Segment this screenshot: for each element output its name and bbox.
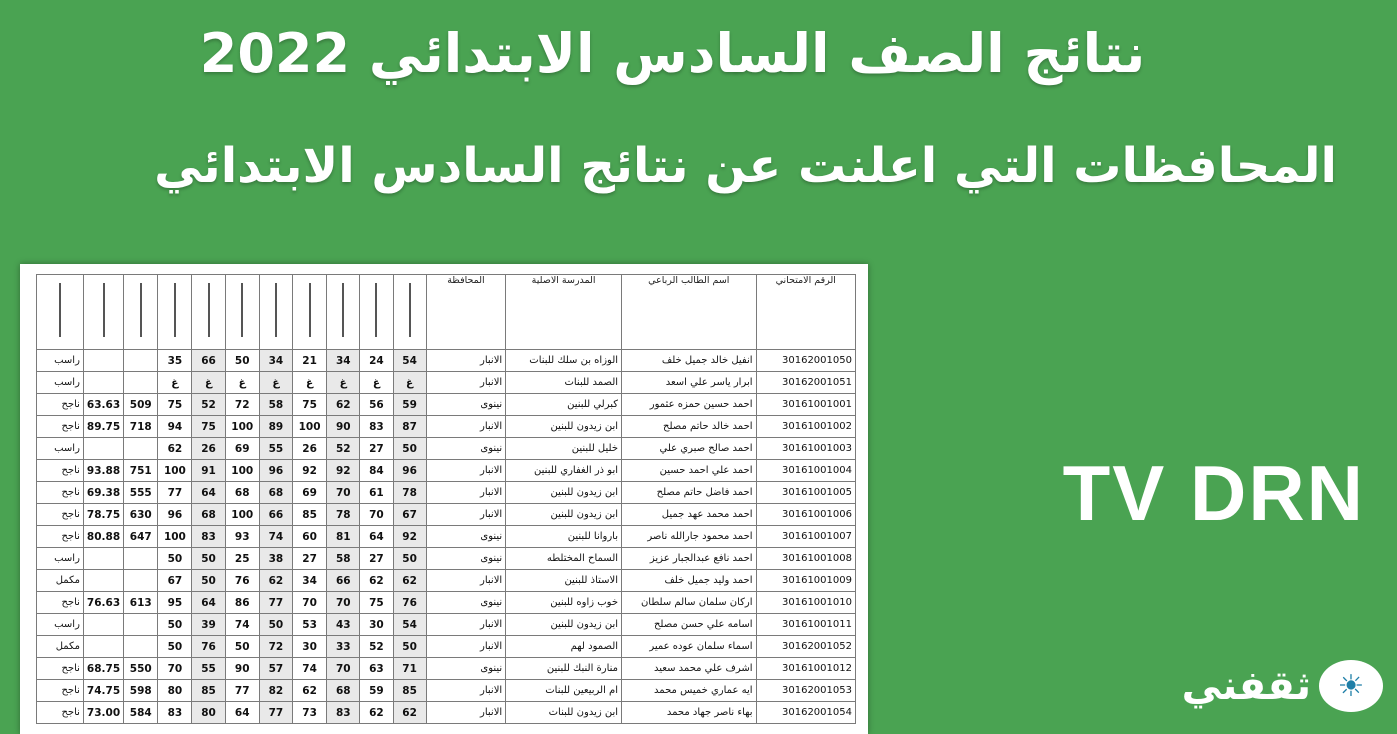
header-subject-6	[225, 275, 259, 350]
cell-school: ام الربيعين للبنات	[506, 680, 622, 702]
cell-average: 74.75	[83, 680, 123, 702]
table-row	[37, 504, 856, 526]
cell-subject-4: 62	[293, 680, 327, 702]
cell-exam-number: 30161001006	[756, 504, 855, 526]
cell-subject-8: 50	[158, 614, 192, 636]
cell-subject-2: 52	[360, 636, 393, 658]
cell-governorate: الانبار	[426, 504, 506, 526]
cell-subject-7: 52	[192, 394, 225, 416]
cell-subject-2: 63	[360, 658, 393, 680]
cell-subject-1: 78	[393, 482, 426, 504]
cell-student-name: احمد علي احمد حسين	[622, 460, 757, 482]
cell-school: باروانا للبنين	[506, 526, 622, 548]
cell-subject-4: 34	[293, 570, 327, 592]
cell-subject-3: 81	[327, 526, 360, 548]
cell-subject-6: 64	[225, 702, 259, 724]
cell-subject-5: 66	[259, 504, 292, 526]
cell-school: كبرلي للبنين	[506, 394, 622, 416]
cell-subject-5: 58	[259, 394, 292, 416]
cell-total: 598	[124, 680, 158, 702]
table-row	[37, 416, 856, 438]
cell-exam-number: 30161001001	[756, 394, 855, 416]
table-row	[37, 570, 856, 592]
cell-subject-2: 70	[360, 504, 393, 526]
header-subject-3	[327, 275, 360, 350]
cell-result: ناجح	[37, 504, 84, 526]
cell-subject-1: 54	[393, 350, 426, 372]
cell-subject-7: 83	[192, 526, 225, 548]
cell-subject-8: 80	[158, 680, 192, 702]
cell-subject-8: 50	[158, 548, 192, 570]
cell-subject-5: 77	[259, 702, 292, 724]
cell-subject-7: 50	[192, 570, 225, 592]
cell-governorate: الانبار	[426, 702, 506, 724]
cell-school: ابن زيدون للبنين	[506, 504, 622, 526]
cell-total	[124, 350, 158, 372]
cell-student-name: اسماء سلمان عوده عمير	[622, 636, 757, 658]
cell-student-name: احمد حسين حمزه عثمور	[622, 394, 757, 416]
header-average	[83, 275, 123, 350]
cell-student-name: انفيل خالد جميل خلف	[622, 350, 757, 372]
cell-subject-3: 92	[327, 460, 360, 482]
cell-subject-3: 43	[327, 614, 360, 636]
cell-subject-3: 33	[327, 636, 360, 658]
cell-average	[83, 614, 123, 636]
cell-governorate: الانبار	[426, 614, 506, 636]
results-document	[20, 264, 868, 734]
cell-subject-2: 84	[360, 460, 393, 482]
cell-result: ناجح	[37, 416, 84, 438]
cell-school: ابن زيدون للبنين	[506, 482, 622, 504]
cell-student-name: احمد خالد حاتم مصلح	[622, 416, 757, 438]
cell-exam-number: 30161001003	[756, 438, 855, 460]
cell-subject-1: 59	[393, 394, 426, 416]
cell-subject-2: 56	[360, 394, 393, 416]
cell-subject-6: 100	[225, 460, 259, 482]
cell-subject-5: 82	[259, 680, 292, 702]
header-school: المدرسة الاصلية	[506, 275, 622, 350]
header-governorate: المحافظة	[426, 275, 506, 350]
cell-subject-6: 69	[225, 438, 259, 460]
cell-subject-7: 75	[192, 416, 225, 438]
cell-average	[83, 636, 123, 658]
cell-governorate: الانبار	[426, 570, 506, 592]
cell-subject-8: 100	[158, 460, 192, 482]
cell-subject-6: 100	[225, 504, 259, 526]
cell-subject-5: 89	[259, 416, 292, 438]
cell-subject-8: 77	[158, 482, 192, 504]
cell-subject-8: 62	[158, 438, 192, 460]
cell-subject-5: 38	[259, 548, 292, 570]
cell-subject-1: 50	[393, 548, 426, 570]
cell-subject-3: 70	[327, 658, 360, 680]
cell-subject-7: 80	[192, 702, 225, 724]
cell-subject-7: 64	[192, 482, 225, 504]
cell-subject-7: 50	[192, 548, 225, 570]
cell-subject-5: 34	[259, 350, 292, 372]
cell-result: راسب	[37, 372, 84, 394]
cell-subject-4: غ	[293, 372, 327, 394]
table-body	[37, 350, 856, 724]
cell-subject-8: 95	[158, 592, 192, 614]
cell-student-name: احمد محمود جارالله ناصر	[622, 526, 757, 548]
cell-governorate: الانبار	[426, 372, 506, 394]
cell-result: ناجح	[37, 658, 84, 680]
cell-result: ناجح	[37, 592, 84, 614]
cell-total: 630	[124, 504, 158, 526]
cell-subject-4: 69	[293, 482, 327, 504]
cell-subject-8: 35	[158, 350, 192, 372]
cell-subject-4: 27	[293, 548, 327, 570]
cell-subject-7: 68	[192, 504, 225, 526]
cell-average: 78.75	[83, 504, 123, 526]
cell-school: ابن زيدون للبنين	[506, 416, 622, 438]
cell-subject-6: 86	[225, 592, 259, 614]
cell-subject-3: 70	[327, 482, 360, 504]
cell-exam-number: 30162001054	[756, 702, 855, 724]
cell-total: 613	[124, 592, 158, 614]
cell-subject-2: 83	[360, 416, 393, 438]
cell-governorate: الانبار	[426, 680, 506, 702]
page-title: نتائج الصف السادس الابتدائي 2022	[199, 22, 1146, 85]
cell-subject-1: 85	[393, 680, 426, 702]
cell-subject-6: 68	[225, 482, 259, 504]
cell-subject-3: غ	[327, 372, 360, 394]
cell-subject-5: 57	[259, 658, 292, 680]
cell-subject-4: 75	[293, 394, 327, 416]
cell-subject-7: 76	[192, 636, 225, 658]
table-row	[37, 372, 856, 394]
cell-average: 93.88	[83, 460, 123, 482]
cell-subject-5: 77	[259, 592, 292, 614]
cell-result: راسب	[37, 548, 84, 570]
cell-subject-7: 26	[192, 438, 225, 460]
table-row	[37, 680, 856, 702]
cell-school: منارة النبك للبنين	[506, 658, 622, 680]
cell-result: راسب	[37, 350, 84, 372]
cell-subject-5: 96	[259, 460, 292, 482]
cell-average: 89.75	[83, 416, 123, 438]
cell-total	[124, 372, 158, 394]
cell-subject-5: 72	[259, 636, 292, 658]
cell-subject-2: 30	[360, 614, 393, 636]
cell-total: 509	[124, 394, 158, 416]
cell-average	[83, 548, 123, 570]
cell-subject-7: 39	[192, 614, 225, 636]
table-row	[37, 636, 856, 658]
table-row	[37, 592, 856, 614]
cell-subject-6: 93	[225, 526, 259, 548]
cell-subject-8: 70	[158, 658, 192, 680]
table-row	[37, 482, 856, 504]
cell-subject-8: غ	[158, 372, 192, 394]
cell-subject-2: 64	[360, 526, 393, 548]
cell-total	[124, 570, 158, 592]
cell-subject-6: 25	[225, 548, 259, 570]
cell-subject-8: 50	[158, 636, 192, 658]
cell-result: ناجح	[37, 702, 84, 724]
cell-subject-6: 76	[225, 570, 259, 592]
cell-student-name: احمد نافع عبدالجبار عزيز	[622, 548, 757, 570]
table-row	[37, 614, 856, 636]
cell-school: ابن زيدون للبنات	[506, 702, 622, 724]
cell-subject-2: 27	[360, 438, 393, 460]
cell-result: ناجح	[37, 394, 84, 416]
table-row	[37, 394, 856, 416]
cell-subject-7: 85	[192, 680, 225, 702]
cell-school: السماح المختلطه	[506, 548, 622, 570]
cell-subject-2: 62	[360, 570, 393, 592]
cell-result: راسب	[37, 614, 84, 636]
cell-subject-3: 52	[327, 438, 360, 460]
cell-school: الوزاه بن سلك للبنات	[506, 350, 622, 372]
cell-subject-8: 100	[158, 526, 192, 548]
cell-subject-3: 78	[327, 504, 360, 526]
header-total	[124, 275, 158, 350]
cell-subject-5: 50	[259, 614, 292, 636]
cell-subject-1: 50	[393, 438, 426, 460]
cell-subject-3: 68	[327, 680, 360, 702]
cell-school: الاستاذ للبنين	[506, 570, 622, 592]
cell-subject-1: 96	[393, 460, 426, 482]
cell-subject-4: 100	[293, 416, 327, 438]
table-header-row	[37, 275, 856, 350]
cell-subject-6: 74	[225, 614, 259, 636]
cell-average	[83, 350, 123, 372]
cell-subject-4: 74	[293, 658, 327, 680]
table-row	[37, 438, 856, 460]
cell-governorate: الانبار	[426, 482, 506, 504]
table-row	[37, 526, 856, 548]
cell-total: 647	[124, 526, 158, 548]
cell-subject-4: 53	[293, 614, 327, 636]
cell-subject-3: 34	[327, 350, 360, 372]
cell-subject-5: 68	[259, 482, 292, 504]
cell-subject-7: 66	[192, 350, 225, 372]
cell-subject-4: 30	[293, 636, 327, 658]
cell-result: راسب	[37, 438, 84, 460]
cell-subject-8: 94	[158, 416, 192, 438]
cell-total: 751	[124, 460, 158, 482]
cell-subject-1: 50	[393, 636, 426, 658]
cell-subject-2: 75	[360, 592, 393, 614]
cell-subject-2: 61	[360, 482, 393, 504]
cell-subject-7: غ	[192, 372, 225, 394]
cell-subject-8: 96	[158, 504, 192, 526]
cell-subject-1: 62	[393, 702, 426, 724]
cell-governorate: الانبار	[426, 416, 506, 438]
cell-governorate: الانبار	[426, 460, 506, 482]
cell-subject-1: 54	[393, 614, 426, 636]
cell-exam-number: 30162001052	[756, 636, 855, 658]
header-result	[37, 275, 84, 350]
cell-student-name: اركان سلمان سالم سلطان	[622, 592, 757, 614]
cell-subject-6: 50	[225, 350, 259, 372]
cell-exam-number: 30161001002	[756, 416, 855, 438]
cell-student-name: احمد صالح صبري علي	[622, 438, 757, 460]
cell-total: 550	[124, 658, 158, 680]
cell-school: خوب زاوه للبنين	[506, 592, 622, 614]
cell-governorate: نينوى	[426, 394, 506, 416]
brand-watermark: TV DRN	[1062, 449, 1365, 537]
cell-average: 76.63	[83, 592, 123, 614]
cell-total	[124, 548, 158, 570]
cell-exam-number: 30161001004	[756, 460, 855, 482]
cell-subject-2: 24	[360, 350, 393, 372]
cell-subject-4: 21	[293, 350, 327, 372]
cell-average: 68.75	[83, 658, 123, 680]
cell-subject-3: 66	[327, 570, 360, 592]
results-table	[36, 274, 856, 724]
cell-subject-4: 70	[293, 592, 327, 614]
lightbulb-icon: ☀	[1319, 660, 1383, 712]
cell-subject-7: 64	[192, 592, 225, 614]
cell-total: 584	[124, 702, 158, 724]
cell-exam-number: 30162001051	[756, 372, 855, 394]
cell-subject-4: 92	[293, 460, 327, 482]
cell-average: 73.00	[83, 702, 123, 724]
cell-student-name: ابرار ياسر علي اسعد	[622, 372, 757, 394]
page-subtitle: المحافظات التي اعلنت عن نتائج السادس الابتدائي	[154, 138, 1337, 194]
cell-student-name: احمد محمد عهد جميل	[622, 504, 757, 526]
header-subject-5	[259, 275, 292, 350]
cell-subject-2: غ	[360, 372, 393, 394]
cell-subject-6: غ	[225, 372, 259, 394]
cell-average: 80.88	[83, 526, 123, 548]
cell-student-name: احمد وليد جميل خلف	[622, 570, 757, 592]
cell-subject-1: 87	[393, 416, 426, 438]
logo-text: ثقفني	[1181, 663, 1311, 709]
cell-exam-number: 30161001008	[756, 548, 855, 570]
cell-subject-6: 77	[225, 680, 259, 702]
cell-subject-5: 74	[259, 526, 292, 548]
cell-exam-number: 30161001007	[756, 526, 855, 548]
cell-subject-1: 76	[393, 592, 426, 614]
cell-school: خليل للبنين	[506, 438, 622, 460]
cell-subject-7: 55	[192, 658, 225, 680]
cell-school: ابن زيدون للبنين	[506, 614, 622, 636]
cell-student-name: احمد فاضل حاتم مصلح	[622, 482, 757, 504]
cell-average	[83, 438, 123, 460]
cell-subject-1: 71	[393, 658, 426, 680]
cell-subject-1: 92	[393, 526, 426, 548]
cell-result: ناجح	[37, 680, 84, 702]
cell-subject-1: 67	[393, 504, 426, 526]
cell-average	[83, 372, 123, 394]
header-subject-4	[293, 275, 327, 350]
cell-subject-4: 85	[293, 504, 327, 526]
cell-governorate: نينوى	[426, 592, 506, 614]
cell-subject-3: 58	[327, 548, 360, 570]
table-row	[37, 702, 856, 724]
cell-exam-number: 30161001005	[756, 482, 855, 504]
cell-result: مكمل	[37, 570, 84, 592]
cell-governorate: نينوى	[426, 548, 506, 570]
cell-subject-2: 59	[360, 680, 393, 702]
cell-result: مكمل	[37, 636, 84, 658]
cell-total: 718	[124, 416, 158, 438]
cell-subject-6: 100	[225, 416, 259, 438]
cell-average: 69.38	[83, 482, 123, 504]
cell-subject-8: 83	[158, 702, 192, 724]
cell-result: ناجح	[37, 482, 84, 504]
cell-subject-6: 72	[225, 394, 259, 416]
cell-exam-number: 30161001012	[756, 658, 855, 680]
cell-student-name: اشرف علي محمد سعيد	[622, 658, 757, 680]
cell-governorate: نينوى	[426, 658, 506, 680]
cell-subject-4: 26	[293, 438, 327, 460]
cell-exam-number: 30162001050	[756, 350, 855, 372]
cell-total	[124, 636, 158, 658]
cell-governorate: نينوى	[426, 438, 506, 460]
cell-subject-2: 27	[360, 548, 393, 570]
cell-subject-1: 62	[393, 570, 426, 592]
cell-exam-number: 30161001009	[756, 570, 855, 592]
cell-subject-5: 62	[259, 570, 292, 592]
cell-exam-number: 30162001053	[756, 680, 855, 702]
cell-school: ابو ذر الغفاري للبنين	[506, 460, 622, 482]
table-row	[37, 548, 856, 570]
cell-exam-number: 30161001011	[756, 614, 855, 636]
header-subject-8	[158, 275, 192, 350]
cell-governorate: الانبار	[426, 350, 506, 372]
cell-average	[83, 570, 123, 592]
header-subject-2	[360, 275, 393, 350]
cell-subject-2: 62	[360, 702, 393, 724]
cell-school: الصمود لهم	[506, 636, 622, 658]
cell-subject-3: 70	[327, 592, 360, 614]
cell-student-name: ايه عماري خميس محمد	[622, 680, 757, 702]
cell-average: 63.63	[83, 394, 123, 416]
cell-student-name: اسامه علي حسن مصلح	[622, 614, 757, 636]
cell-subject-3: 90	[327, 416, 360, 438]
header-subject-1	[393, 275, 426, 350]
cell-subject-6: 50	[225, 636, 259, 658]
table-row	[37, 460, 856, 482]
cell-subject-5: غ	[259, 372, 292, 394]
table-row	[37, 350, 856, 372]
cell-subject-3: 83	[327, 702, 360, 724]
cell-subject-8: 75	[158, 394, 192, 416]
cell-exam-number: 30161001010	[756, 592, 855, 614]
table-row	[37, 658, 856, 680]
header-exam-number: الرقم الامتحاني	[756, 275, 855, 350]
cell-subject-3: 62	[327, 394, 360, 416]
cell-subject-5: 55	[259, 438, 292, 460]
cell-total	[124, 614, 158, 636]
cell-total	[124, 438, 158, 460]
cell-subject-4: 73	[293, 702, 327, 724]
cell-subject-4: 60	[293, 526, 327, 548]
cell-governorate: نينوى	[426, 526, 506, 548]
cell-total: 555	[124, 482, 158, 504]
header-subject-7	[192, 275, 225, 350]
cell-subject-6: 90	[225, 658, 259, 680]
cell-student-name: بهاء ناصر جهاد محمد	[622, 702, 757, 724]
cell-school: الصمد للبنات	[506, 372, 622, 394]
cell-subject-1: غ	[393, 372, 426, 394]
cell-governorate: الانبار	[426, 636, 506, 658]
cell-subject-8: 67	[158, 570, 192, 592]
site-logo	[1182, 660, 1383, 712]
header-student-name: اسم الطالب الرباعي	[622, 275, 757, 350]
cell-result: ناجح	[37, 460, 84, 482]
cell-result: ناجح	[37, 526, 84, 548]
cell-subject-7: 91	[192, 460, 225, 482]
